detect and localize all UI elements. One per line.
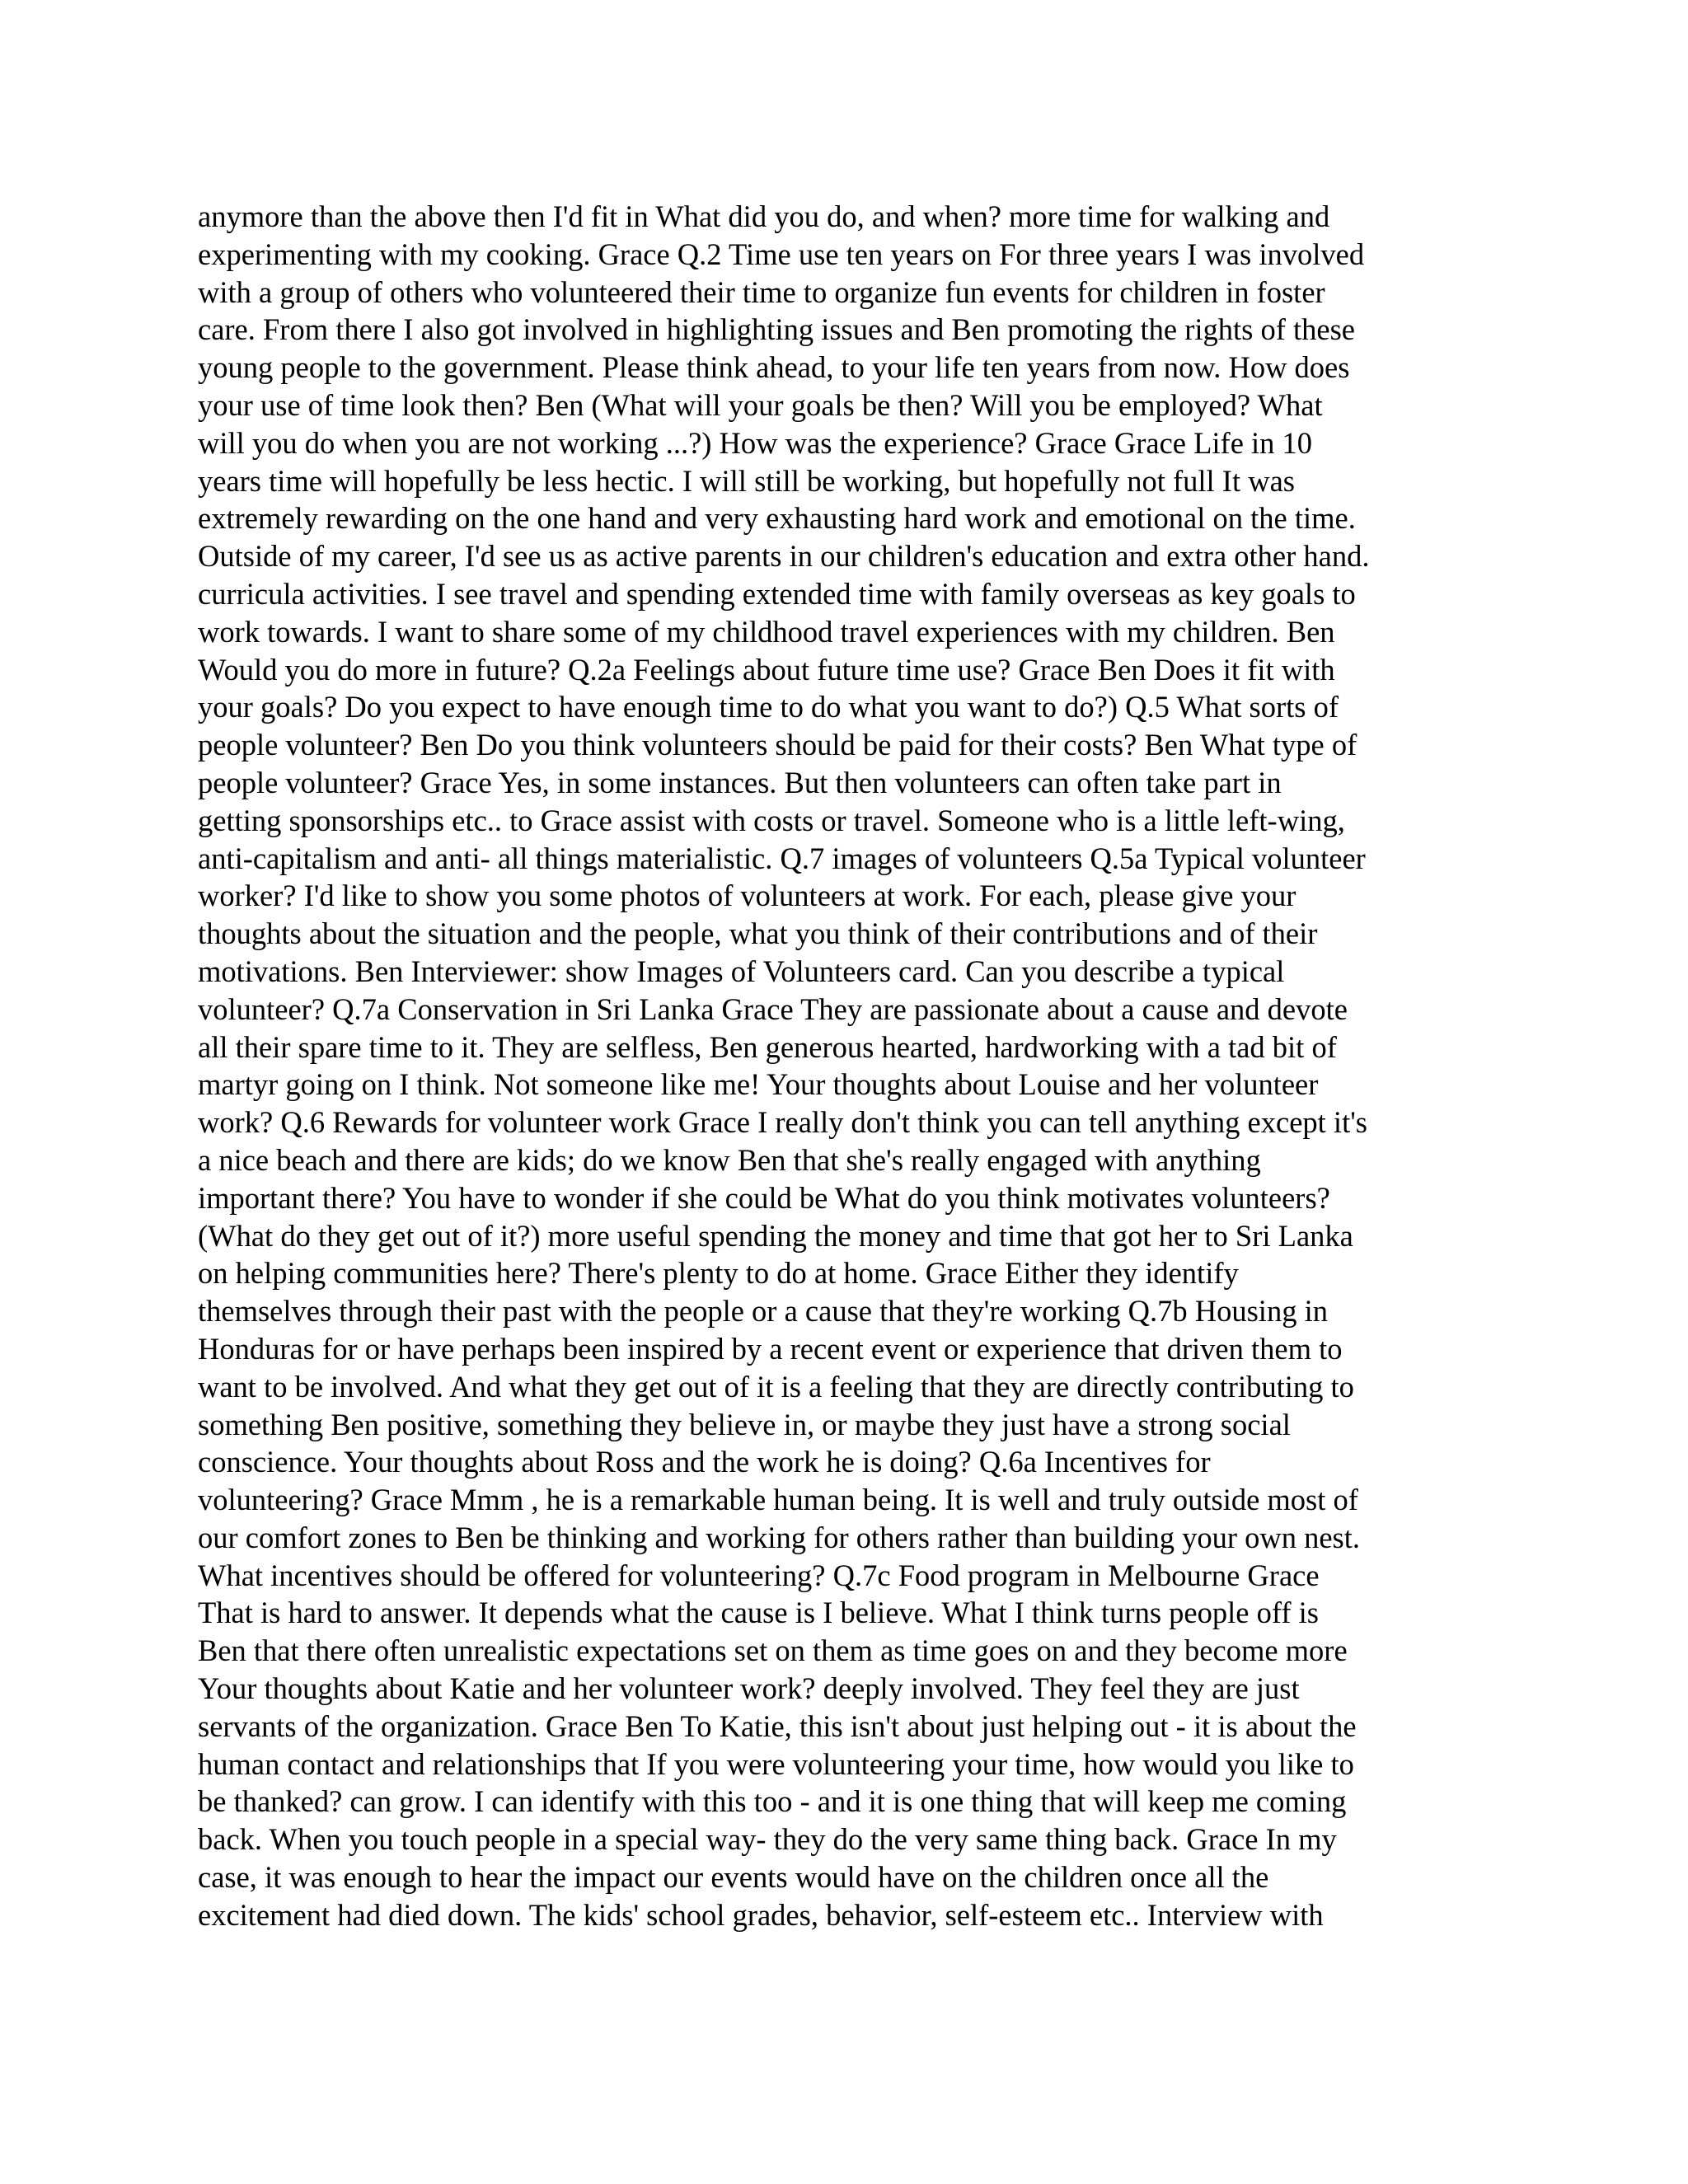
text-line: That is hard to answer. It depends what the cause is I believe. What I think turns people off is [198, 1596, 1319, 1630]
text-line: be thanked? can grow. I can identify with this too - and it is one thing that will keep me coming [198, 1784, 1347, 1819]
text-line: a nice beach and there are kids; do we know Ben that she's really engaged with anything [198, 1142, 1261, 1177]
text-line: thoughts about the situation and the people, what you think of their contributions and of their [198, 916, 1318, 951]
text-line: on helping communities here? There's plenty to do at home. Grace Either they identify [198, 1256, 1239, 1291]
text-line: work? Q.6 Rewards for volunteer work Grace I really don't think you can tell anything except it's [198, 1105, 1367, 1140]
text-line: will you do when you are not working ...?) How was the experience? Grace Grace Life in 10 [198, 425, 1313, 460]
body-text [198, 198, 1517, 1934]
text-line: important there? You have to wonder if she could be What do you think motivates volunteers? [198, 1180, 1330, 1215]
text-line: Would you do more in future? Q.2a Feelings about future time use? Grace Ben Does it fit with [198, 652, 1335, 687]
text-line: with a group of others who volunteered their time to organize fun events for children in foster [198, 274, 1325, 309]
text-line: Outside of my career, I'd see us as active parents in our children's education and extra other hand. [198, 539, 1370, 574]
text-line: experimenting with my cooking. Grace Q.2 Time use ten years on For three years I was involved [198, 237, 1365, 271]
text-line: something Ben positive, something they believe in, or maybe they just have a strong social [198, 1407, 1291, 1441]
text-line: worker? I'd like to show you some photos of volunteers at work. For each, please give your [198, 879, 1296, 913]
text-line: want to be involved. And what they get out of it is a feeling that they are directly contributing to [198, 1369, 1354, 1404]
text-line: What incentives should be offered for volunteering? Q.7c Food program in Melbourne Grace [198, 1558, 1320, 1592]
text-line: people volunteer? Ben Do you think volunteers should be paid for their costs? Ben What type of [198, 728, 1357, 762]
text-line: themselves through their past with the people or a cause that they're working Q.7b Housing in [198, 1294, 1328, 1329]
text-line: all their spare time to it. They are selfless, Ben generous hearted, hardworking with a tad bit of [198, 1029, 1337, 1064]
text-line: Ben that there often unrealistic expectations set on them as time goes on and they become more [198, 1633, 1348, 1668]
text-line: curricula activities. I see travel and spending extended time with family overseas as key goals to [198, 576, 1356, 611]
text-line: anti-capitalism and anti- all things materialistic. Q.7 images of volunteers Q.5a Typical volunteer [198, 841, 1366, 875]
text-line: human contact and relationships that If you were volunteering your time, how would you like to [198, 1746, 1354, 1781]
text-line: martyr going on I think. Not someone like me! Your thoughts about Louise and her volunteer [198, 1067, 1319, 1102]
text-line: extremely rewarding on the one hand and very exhausting hard work and emotional on the time. [198, 501, 1356, 536]
text-line: volunteer? Q.7a Conservation in Sri Lanka Grace They are passionate about a cause and devote [198, 991, 1348, 1026]
text-line: motivations. Ben Interviewer: show Images of Volunteers card. Can you describe a typical [198, 954, 1285, 988]
text-line: conscience. Your thoughts about Ross and the work he is doing? Q.6a Incentives for [198, 1445, 1211, 1479]
text-line: years time will hopefully be less hectic. I will still be working, but hopefully not full It was [198, 463, 1295, 498]
text-line: servants of the organization. Grace Ben To Katie, this isn't about just helping out - it is about the [198, 1708, 1357, 1743]
text-line: getting sponsorships etc.. to Grace assist with costs or travel. Someone who is a little left-wing, [198, 803, 1345, 837]
text-line: our comfort zones to Ben be thinking and working for others rather than building your own nest. [198, 1520, 1361, 1554]
text-line: care. From there I also got involved in highlighting issues and Ben promoting the rights of these [198, 312, 1356, 347]
text-line: work towards. I want to share some of my childhood travel experiences with my children. Ben [198, 614, 1335, 649]
text-line: people volunteer? Grace Yes, in some instances. But then volunteers can often take part in [198, 765, 1282, 799]
text-line: anymore than the above then I'd fit in What did you do, and when? more time for walking and [198, 199, 1330, 233]
text-line: back. When you touch people in a special way- they do the very same thing back. Grace In my [198, 1822, 1337, 1857]
text-line: your goals? Do you expect to have enough time to do what you want to do?) Q.5 What sorts of [198, 690, 1339, 724]
text-line: case, it was enough to hear the impact our events would have on the children once all the [198, 1860, 1269, 1895]
text-line: young people to the government. Please think ahead, to your life ten years from now. How does [198, 350, 1350, 385]
text-line: volunteering? Grace Mmm , he is a remarkable human being. It is well and truly outside most of [198, 1483, 1358, 1517]
text-line: Your thoughts about Katie and her volunteer work? deeply involved. They feel they are just [198, 1671, 1300, 1706]
text-line: (What do they get out of it?) more useful spending the money and time that got her to Sri Lanka [198, 1218, 1353, 1253]
text-line: Honduras for or have perhaps been inspired by a recent event or experience that driven them to [198, 1331, 1343, 1366]
text-line: excitement had died down. The kids' school grades, behavior, self-esteem etc.. Interview with [198, 1897, 1324, 1932]
text-line: your use of time look then? Ben (What will your goals be then? Will you be employed? What [198, 387, 1323, 422]
